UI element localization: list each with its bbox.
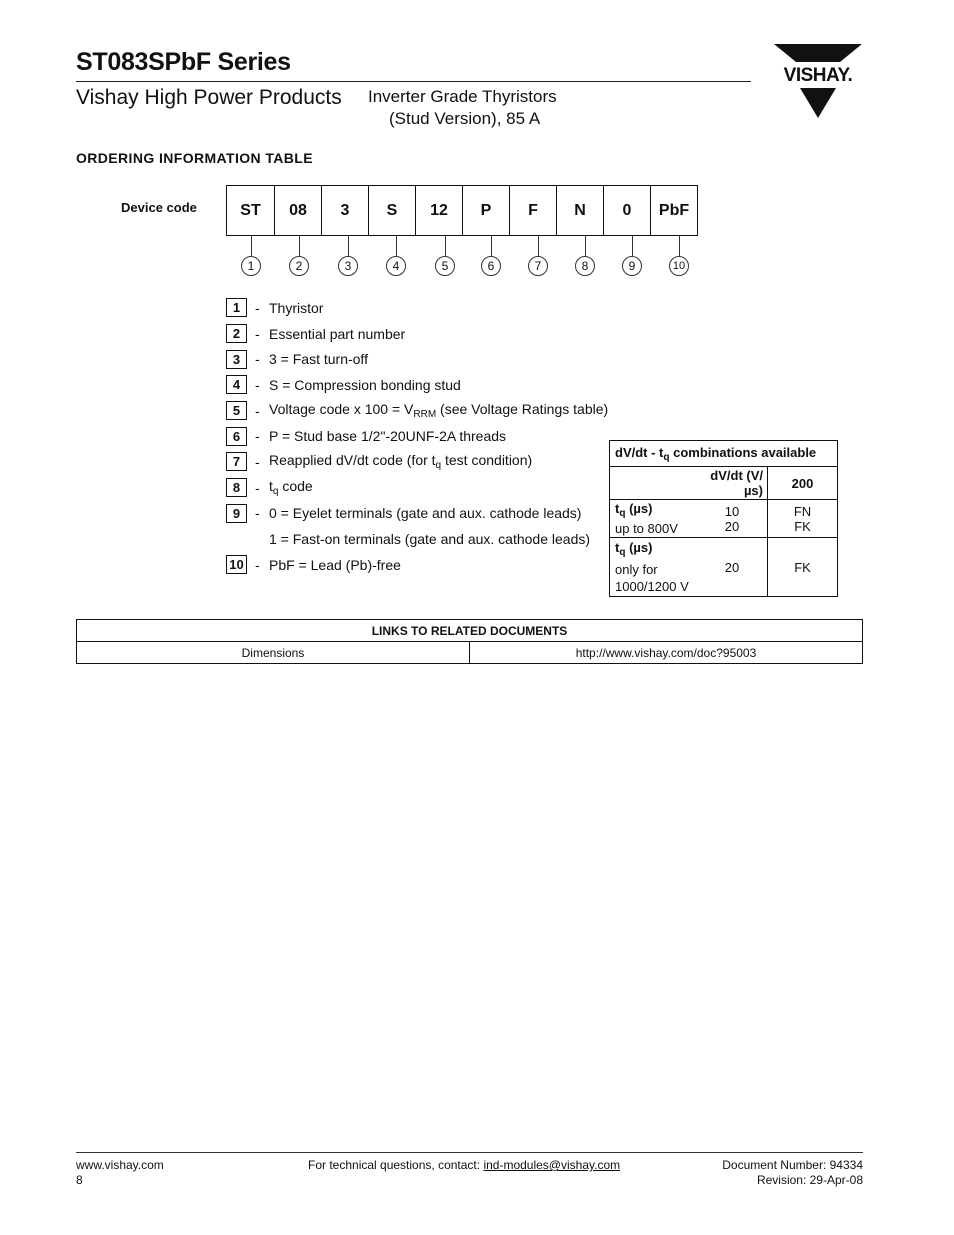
table-row — [610, 538, 838, 597]
lead-line — [632, 236, 633, 256]
ordering-section-title: ORDERING INFORMATION TABLE — [76, 150, 313, 166]
legend-item — [226, 398, 608, 424]
code-segment: F — [510, 186, 557, 235]
column-label: dV/dt (V/µs) — [694, 467, 768, 500]
legend-text: PbF = Lead (Pb)-free — [269, 556, 401, 573]
product-line-1: Inverter Grade Thyristors — [368, 87, 557, 106]
circle-number: 2 — [289, 256, 309, 276]
row-value: 20 — [694, 538, 768, 597]
legend-text-pre: Voltage code x 100 = V — [269, 401, 414, 418]
legend-item — [226, 552, 608, 578]
product-description — [368, 86, 557, 130]
legend-number: 7 — [226, 452, 247, 471]
legend-text-post: test condition) — [441, 452, 533, 469]
circle-number: 4 — [386, 256, 406, 276]
legend-number: 5 — [226, 401, 247, 420]
legend-subscript: q — [435, 460, 442, 472]
table-title: $dV/dt - t_q$ combinations available — [610, 441, 838, 467]
column-value: 200 — [768, 467, 838, 500]
code-segment: 3 — [322, 186, 369, 235]
lead-line — [348, 236, 349, 256]
legend-number: 10 — [226, 555, 247, 574]
legend-item — [226, 449, 608, 475]
footer-left — [76, 1158, 164, 1188]
dvdt-tq-combinations-table — [609, 440, 838, 597]
table-header-row — [77, 620, 863, 642]
legend-dash: - — [255, 376, 260, 393]
document-number: Document Number: 94334 — [722, 1158, 863, 1172]
legend-item — [226, 346, 608, 372]
legend-text-pre: Reapplied dV/dt code (for t — [269, 452, 436, 469]
legend-text: 0 = Eyelet terminals (gate and aux. cathode leads) — [269, 505, 582, 522]
product-line-2: (Stud Version), 85 A — [389, 109, 541, 128]
row-code: FK — [768, 538, 838, 597]
ordering-legend — [226, 295, 608, 578]
legend-number: 2 — [226, 324, 247, 343]
lead-line — [679, 236, 680, 256]
brand-division: Vishay High Power Products — [76, 86, 342, 109]
legend-dash: - — [255, 428, 260, 445]
legend-subscript: q — [272, 486, 279, 498]
table-row — [77, 642, 863, 664]
legend-text-post: code — [278, 478, 313, 495]
header-rule — [76, 81, 751, 82]
circle-number: 7 — [528, 256, 548, 276]
table-header-row — [610, 441, 838, 467]
table-column-row — [610, 467, 838, 500]
legend-number: 6 — [226, 427, 247, 446]
code-segment: 08 — [275, 186, 322, 235]
revision-date: Revision: 29-Apr-08 — [756, 1173, 863, 1187]
legend-dash: - — [255, 453, 260, 470]
legend-text-pre: t — [269, 478, 273, 495]
logo-text: VISHAY. — [783, 65, 853, 86]
table-row — [610, 500, 838, 538]
vishay-logo — [770, 44, 866, 120]
code-segment: 12 — [416, 186, 463, 235]
legend-item — [226, 423, 608, 449]
code-segment: ST — [227, 186, 275, 235]
device-code-label: Device code — [121, 200, 197, 215]
legend-number: 8 — [226, 478, 247, 497]
legend-number: 9 — [226, 504, 247, 523]
row-codes: FN FK — [768, 500, 838, 538]
circle-number: 5 — [435, 256, 455, 276]
legend-number: 3 — [226, 350, 247, 369]
circle-number: 1 — [241, 256, 261, 276]
legend-dash: - — [255, 402, 260, 419]
footer-rule — [76, 1152, 863, 1153]
legend-subscript: RRM — [413, 409, 437, 421]
document-title: ST083SPbF Series — [76, 48, 291, 76]
legend-dash: - — [255, 351, 260, 368]
legend-text-post: (see Voltage Ratings table) — [436, 401, 609, 418]
legend-text: 3 = Fast turn-off — [269, 351, 368, 368]
circle-number: 9 — [622, 256, 642, 276]
lead-line — [396, 236, 397, 256]
legend-dash: - — [255, 325, 260, 342]
legend-text — [269, 401, 608, 420]
row-values: 10 20 — [694, 500, 768, 538]
page-number: 8 — [76, 1173, 83, 1187]
footer-contact — [308, 1158, 620, 1173]
related-documents-table — [76, 619, 863, 664]
legend-item — [226, 501, 608, 527]
legend-dash: - — [255, 479, 260, 496]
lead-line — [251, 236, 252, 256]
legend-text: S = Compression bonding stud — [269, 376, 461, 393]
legend-item-continuation — [226, 526, 608, 552]
row-label: $t_q$ (µs) only for 1000/1200 V — [610, 538, 694, 597]
circle-number: 6 — [481, 256, 501, 276]
code-segment: 0 — [604, 186, 651, 235]
code-segment: PbF — [651, 186, 698, 235]
legend-dash: - — [255, 299, 260, 316]
table-empty-cell — [610, 467, 694, 500]
legend-number: 1 — [226, 298, 247, 317]
circle-number: 3 — [338, 256, 358, 276]
row-label: $t_q$ (µs) up to 800V — [610, 500, 694, 538]
circle-number: 10 — [669, 256, 689, 276]
lead-line — [299, 236, 300, 256]
footer-right — [700, 1158, 863, 1188]
legend-text — [269, 478, 313, 497]
legend-dash: - — [255, 556, 260, 573]
lead-line — [538, 236, 539, 256]
link-name: Dimensions — [77, 642, 470, 664]
dimensions-link[interactable]: http://www.vishay.com/doc?95003 — [470, 642, 863, 664]
website-link[interactable]: www.vishay.com — [76, 1158, 164, 1172]
code-segment: N — [557, 186, 604, 235]
legend-text: Essential part number — [269, 325, 406, 342]
circle-number: 8 — [575, 256, 595, 276]
legend-text: P = Stud base 1/2"-20UNF-2A threads — [269, 428, 507, 445]
lead-line — [585, 236, 586, 256]
contact-email-link[interactable]: ind-modules@vishay.com — [483, 1158, 621, 1172]
legend-number: 4 — [226, 375, 247, 394]
code-segment: S — [369, 186, 416, 235]
contact-text: For technical questions, contact: — [308, 1158, 484, 1172]
legend-text: 1 = Fast-on terminals (gate and aux. cathode leads) — [269, 531, 591, 548]
legend-item — [226, 321, 608, 347]
legend-item — [226, 475, 608, 501]
lead-line — [491, 236, 492, 256]
links-heading: LINKS TO RELATED DOCUMENTS — [77, 620, 863, 642]
code-segment: P — [463, 186, 510, 235]
legend-item — [226, 372, 608, 398]
legend-text: Thyristor — [269, 299, 324, 316]
legend-dash: - — [255, 505, 260, 522]
device-code-row — [226, 185, 698, 236]
lead-line — [445, 236, 446, 256]
legend-item — [226, 295, 608, 321]
legend-text — [269, 452, 532, 471]
